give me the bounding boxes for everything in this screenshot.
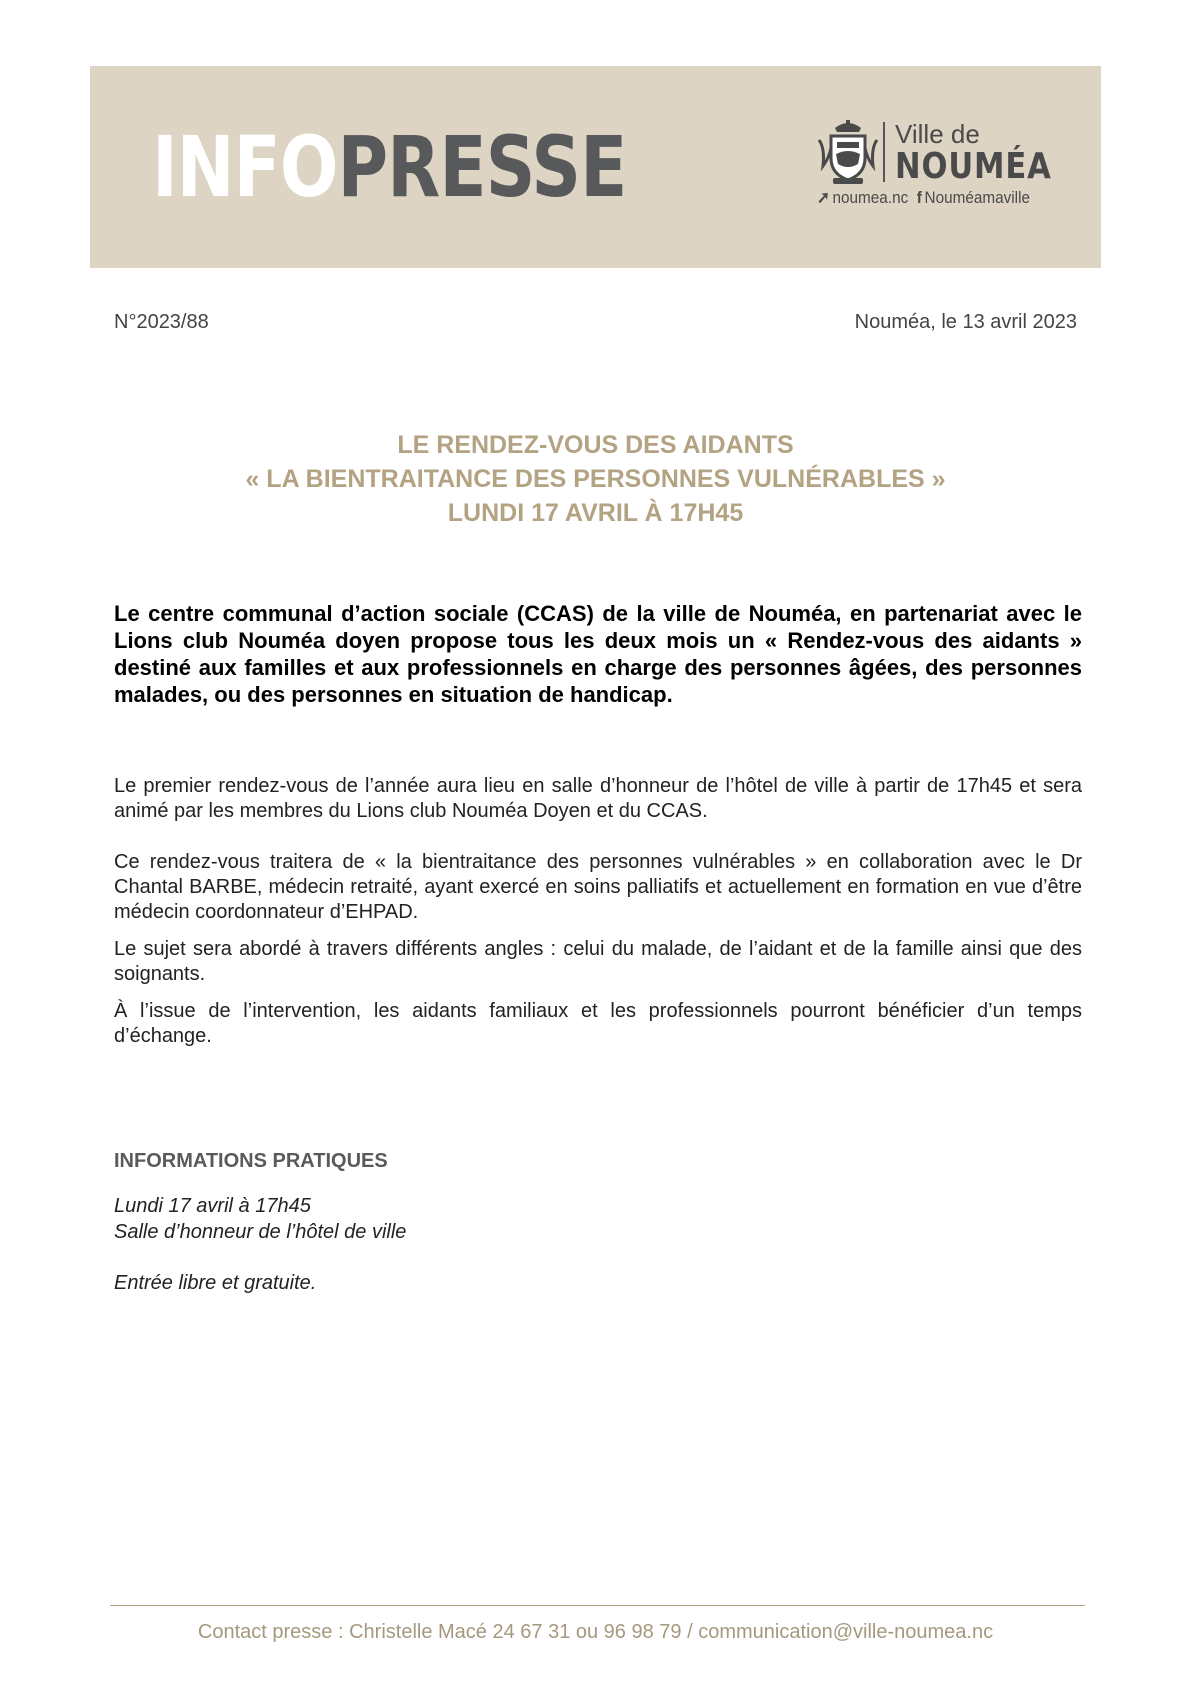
logo-divider: [883, 122, 885, 182]
title-line-2: « LA BIENTRAITANCE DES PERSONNES VULNÉRABLES »: [245, 465, 946, 493]
city-crest-icon: [815, 118, 881, 186]
practical-info-heading: INFORMATIONS PRATIQUES: [114, 1150, 388, 1172]
practical-info-entry: Entrée libre et gratuite.: [114, 1272, 317, 1294]
facebook-icon: f: [916, 188, 922, 207]
brand-info: INFO: [152, 118, 338, 216]
practical-info-when: Lundi 17 avril à 17h45: [114, 1195, 311, 1217]
lead-paragraph: Le centre communal d’action sociale (CCAS) de la ville de Nouméa, en partenariat avec le Lions club Nouméa doyen propose tous les deux mois un « Rendez-vous des aidants » destiné aux familles et aux professionnels en charge des personnes âgées, des personnes malades, ou des personnes en situation de handicap.: [114, 601, 1082, 707]
body-paragraph-4: À l’issue de l’intervention, les aidants familiaux et les professionnels pourront bénéficier d’un temps d’échange.: [114, 1000, 1082, 1047]
title-line-1: LE RENDEZ-VOUS DES AIDANTS: [397, 431, 794, 459]
press-release-number: N°2023/88: [114, 311, 209, 333]
logo-city-name: NOUMÉA: [895, 146, 1052, 187]
header-banner: [90, 66, 1101, 268]
web-arrow-icon: ➚: [817, 188, 830, 207]
body-paragraph-1: Le premier rendez-vous de l’année aura lieu en salle d’honneur de l’hôtel de ville à partir de 17h45 et sera animé par les membres du Lions club Nouméa Doyen et du CCAS.: [114, 775, 1082, 822]
practical-info-where: Salle d’honneur de l’hôtel de ville: [114, 1221, 407, 1243]
press-contact-footer: Contact presse : Christelle Macé 24 67 31 ou 96 98 79 / communication@ville-noumea.nc: [197, 1621, 994, 1643]
logo-social-links: [817, 188, 1030, 208]
body-paragraph-3: Le sujet sera abordé à travers différents angles : celui du malade, de l’aidant et de la famille ainsi que des soignants.: [114, 938, 1082, 985]
ville-de-noumea-logo: [815, 118, 1055, 208]
logo-website: noumea.nc: [832, 188, 909, 207]
title-line-3: LUNDI 17 AVRIL À 17H45: [447, 499, 744, 527]
logo-ville-de: Ville de: [895, 119, 980, 149]
press-release-date: Nouméa, le 13 avril 2023: [854, 311, 1077, 333]
logo-facebook: Nouméamaville: [924, 188, 1031, 207]
page-title: [90, 428, 1101, 530]
info-presse-wordmark: [152, 118, 627, 216]
footer-divider: [110, 1605, 1085, 1606]
body-paragraph-2: Ce rendez-vous traitera de « la bientraitance des personnes vulnérables » en collaboration avec le Dr Chantal BARBE, médecin retraité, ayant exercé en soins palliatifs et actuellement en formation en vue d’être médecin coordonnateur d’EHPAD.: [114, 851, 1082, 923]
brand-presse: PRESSE: [337, 118, 627, 216]
